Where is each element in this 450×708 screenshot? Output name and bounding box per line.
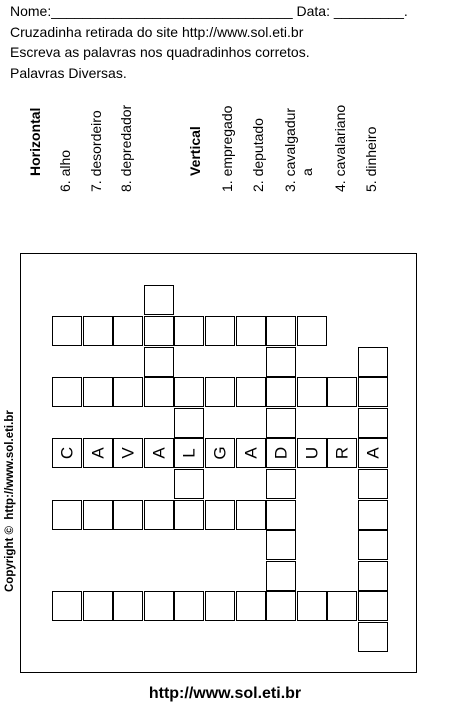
crossword-cell[interactable] — [297, 377, 327, 407]
crossword-cell[interactable] — [113, 438, 143, 468]
crossword-cell[interactable] — [358, 561, 388, 591]
crossword-cell[interactable] — [266, 377, 296, 407]
crossword-cell[interactable] — [266, 561, 296, 591]
crossword-cell[interactable] — [327, 377, 357, 407]
vertical-clue: 1. empregado — [219, 105, 235, 192]
crossword-cell[interactable] — [358, 591, 388, 621]
solution-letter: C — [57, 447, 77, 460]
topic: Palavras Diversas. — [10, 65, 127, 81]
crossword-cell[interactable] — [266, 438, 296, 468]
vertical-title: Vertical — [187, 126, 203, 176]
crossword-cell[interactable] — [174, 377, 204, 407]
crossword-cell[interactable] — [113, 316, 143, 346]
crossword-cell[interactable] — [52, 438, 82, 468]
crossword-cell[interactable] — [297, 438, 327, 468]
crossword-cell[interactable] — [297, 591, 327, 621]
solution-letter: V — [118, 447, 138, 460]
crossword-cell[interactable] — [144, 347, 174, 377]
crossword-cell[interactable] — [358, 377, 388, 407]
crossword-cell[interactable] — [83, 500, 113, 530]
crossword-cell[interactable] — [358, 408, 388, 438]
crossword-cell[interactable] — [113, 500, 143, 530]
crossword-cell[interactable] — [205, 500, 235, 530]
crossword-cell[interactable] — [174, 316, 204, 346]
crossword-cell[interactable] — [236, 500, 266, 530]
vertical-clue: 5. dinheiro — [363, 126, 379, 192]
crossword-cell[interactable] — [358, 500, 388, 530]
crossword-cell[interactable] — [266, 591, 296, 621]
crossword-cell[interactable] — [83, 438, 113, 468]
crossword-cell[interactable] — [266, 408, 296, 438]
name-date-line: Nome:_______________________________ Data: _________. — [10, 3, 408, 19]
crossword-cell[interactable] — [205, 377, 235, 407]
crossword-cell[interactable] — [52, 377, 82, 407]
crossword-cell[interactable] — [266, 469, 296, 499]
solution-letter: A — [363, 447, 383, 460]
crossword-cell[interactable] — [358, 622, 388, 652]
copyright: Copyright © http://www.sol.eti.br — [4, 410, 16, 592]
crossword-cell[interactable] — [236, 316, 266, 346]
solution-letter: A — [88, 447, 108, 460]
crossword-cell[interactable] — [358, 438, 388, 468]
crossword-cell[interactable] — [113, 377, 143, 407]
solution-letter: A — [241, 447, 261, 460]
solution-letter: A — [149, 447, 169, 460]
crossword-cell[interactable] — [83, 591, 113, 621]
vertical-clue: 4. cavalariano — [332, 104, 348, 192]
crossword-cell[interactable] — [358, 530, 388, 560]
crossword-cell[interactable] — [174, 408, 204, 438]
crossword-cell[interactable] — [358, 347, 388, 377]
solution-letter: U — [302, 447, 322, 460]
crossword-cell[interactable] — [83, 316, 113, 346]
crossword-cell[interactable] — [236, 591, 266, 621]
crossword-cell[interactable] — [52, 500, 82, 530]
crossword-cell[interactable] — [236, 377, 266, 407]
horizontal-clue: 6. alho — [57, 149, 73, 192]
footer-url: http://www.sol.eti.br — [148, 685, 302, 702]
solution-letter: G — [210, 446, 230, 461]
crossword-cell[interactable] — [174, 500, 204, 530]
crossword-cell[interactable] — [174, 469, 204, 499]
crossword-cell[interactable] — [266, 347, 296, 377]
crossword-cell[interactable] — [83, 377, 113, 407]
crossword-cell[interactable] — [266, 316, 296, 346]
vertical-clue: 3. cavalgadur — [282, 107, 298, 192]
crossword-cell[interactable] — [113, 591, 143, 621]
crossword-cell[interactable] — [205, 591, 235, 621]
crossword-cell[interactable] — [327, 591, 357, 621]
solution-letter: R — [332, 447, 352, 460]
horizontal-clue: 7. desordeiro — [88, 110, 104, 192]
crossword-cell[interactable] — [144, 377, 174, 407]
crossword-cell[interactable] — [266, 530, 296, 560]
crossword-cell[interactable] — [236, 438, 266, 468]
crossword-cell[interactable] — [144, 591, 174, 621]
crossword-cell[interactable] — [144, 438, 174, 468]
crossword-cell[interactable] — [144, 500, 174, 530]
instruction: Escreva as palavras nos quadradinhos corretos. — [10, 44, 310, 60]
crossword-cell[interactable] — [52, 316, 82, 346]
horizontal-title: Horizontal — [27, 107, 43, 176]
crossword-cell[interactable] — [205, 316, 235, 346]
crossword-cell[interactable] — [327, 438, 357, 468]
crossword-cell[interactable] — [174, 591, 204, 621]
crossword-cell[interactable] — [52, 591, 82, 621]
crossword-cell[interactable] — [205, 438, 235, 468]
horizontal-clue: 8. depredador — [118, 104, 134, 192]
vertical-clue-wrap: a — [299, 168, 315, 176]
crossword-cell[interactable] — [297, 316, 327, 346]
crossword-cell[interactable] — [144, 316, 174, 346]
crossword-cell[interactable] — [358, 469, 388, 499]
crossword-cell[interactable] — [144, 285, 174, 315]
solution-letter: L — [179, 448, 199, 459]
crossword-cell[interactable] — [174, 438, 204, 468]
crossword-cell[interactable] — [266, 500, 296, 530]
solution-letter: D — [271, 447, 291, 460]
subtitle: Cruzadinha retirada do site http://www.sol.eti.br — [10, 24, 304, 40]
vertical-clue: 2. deputado — [250, 118, 266, 192]
